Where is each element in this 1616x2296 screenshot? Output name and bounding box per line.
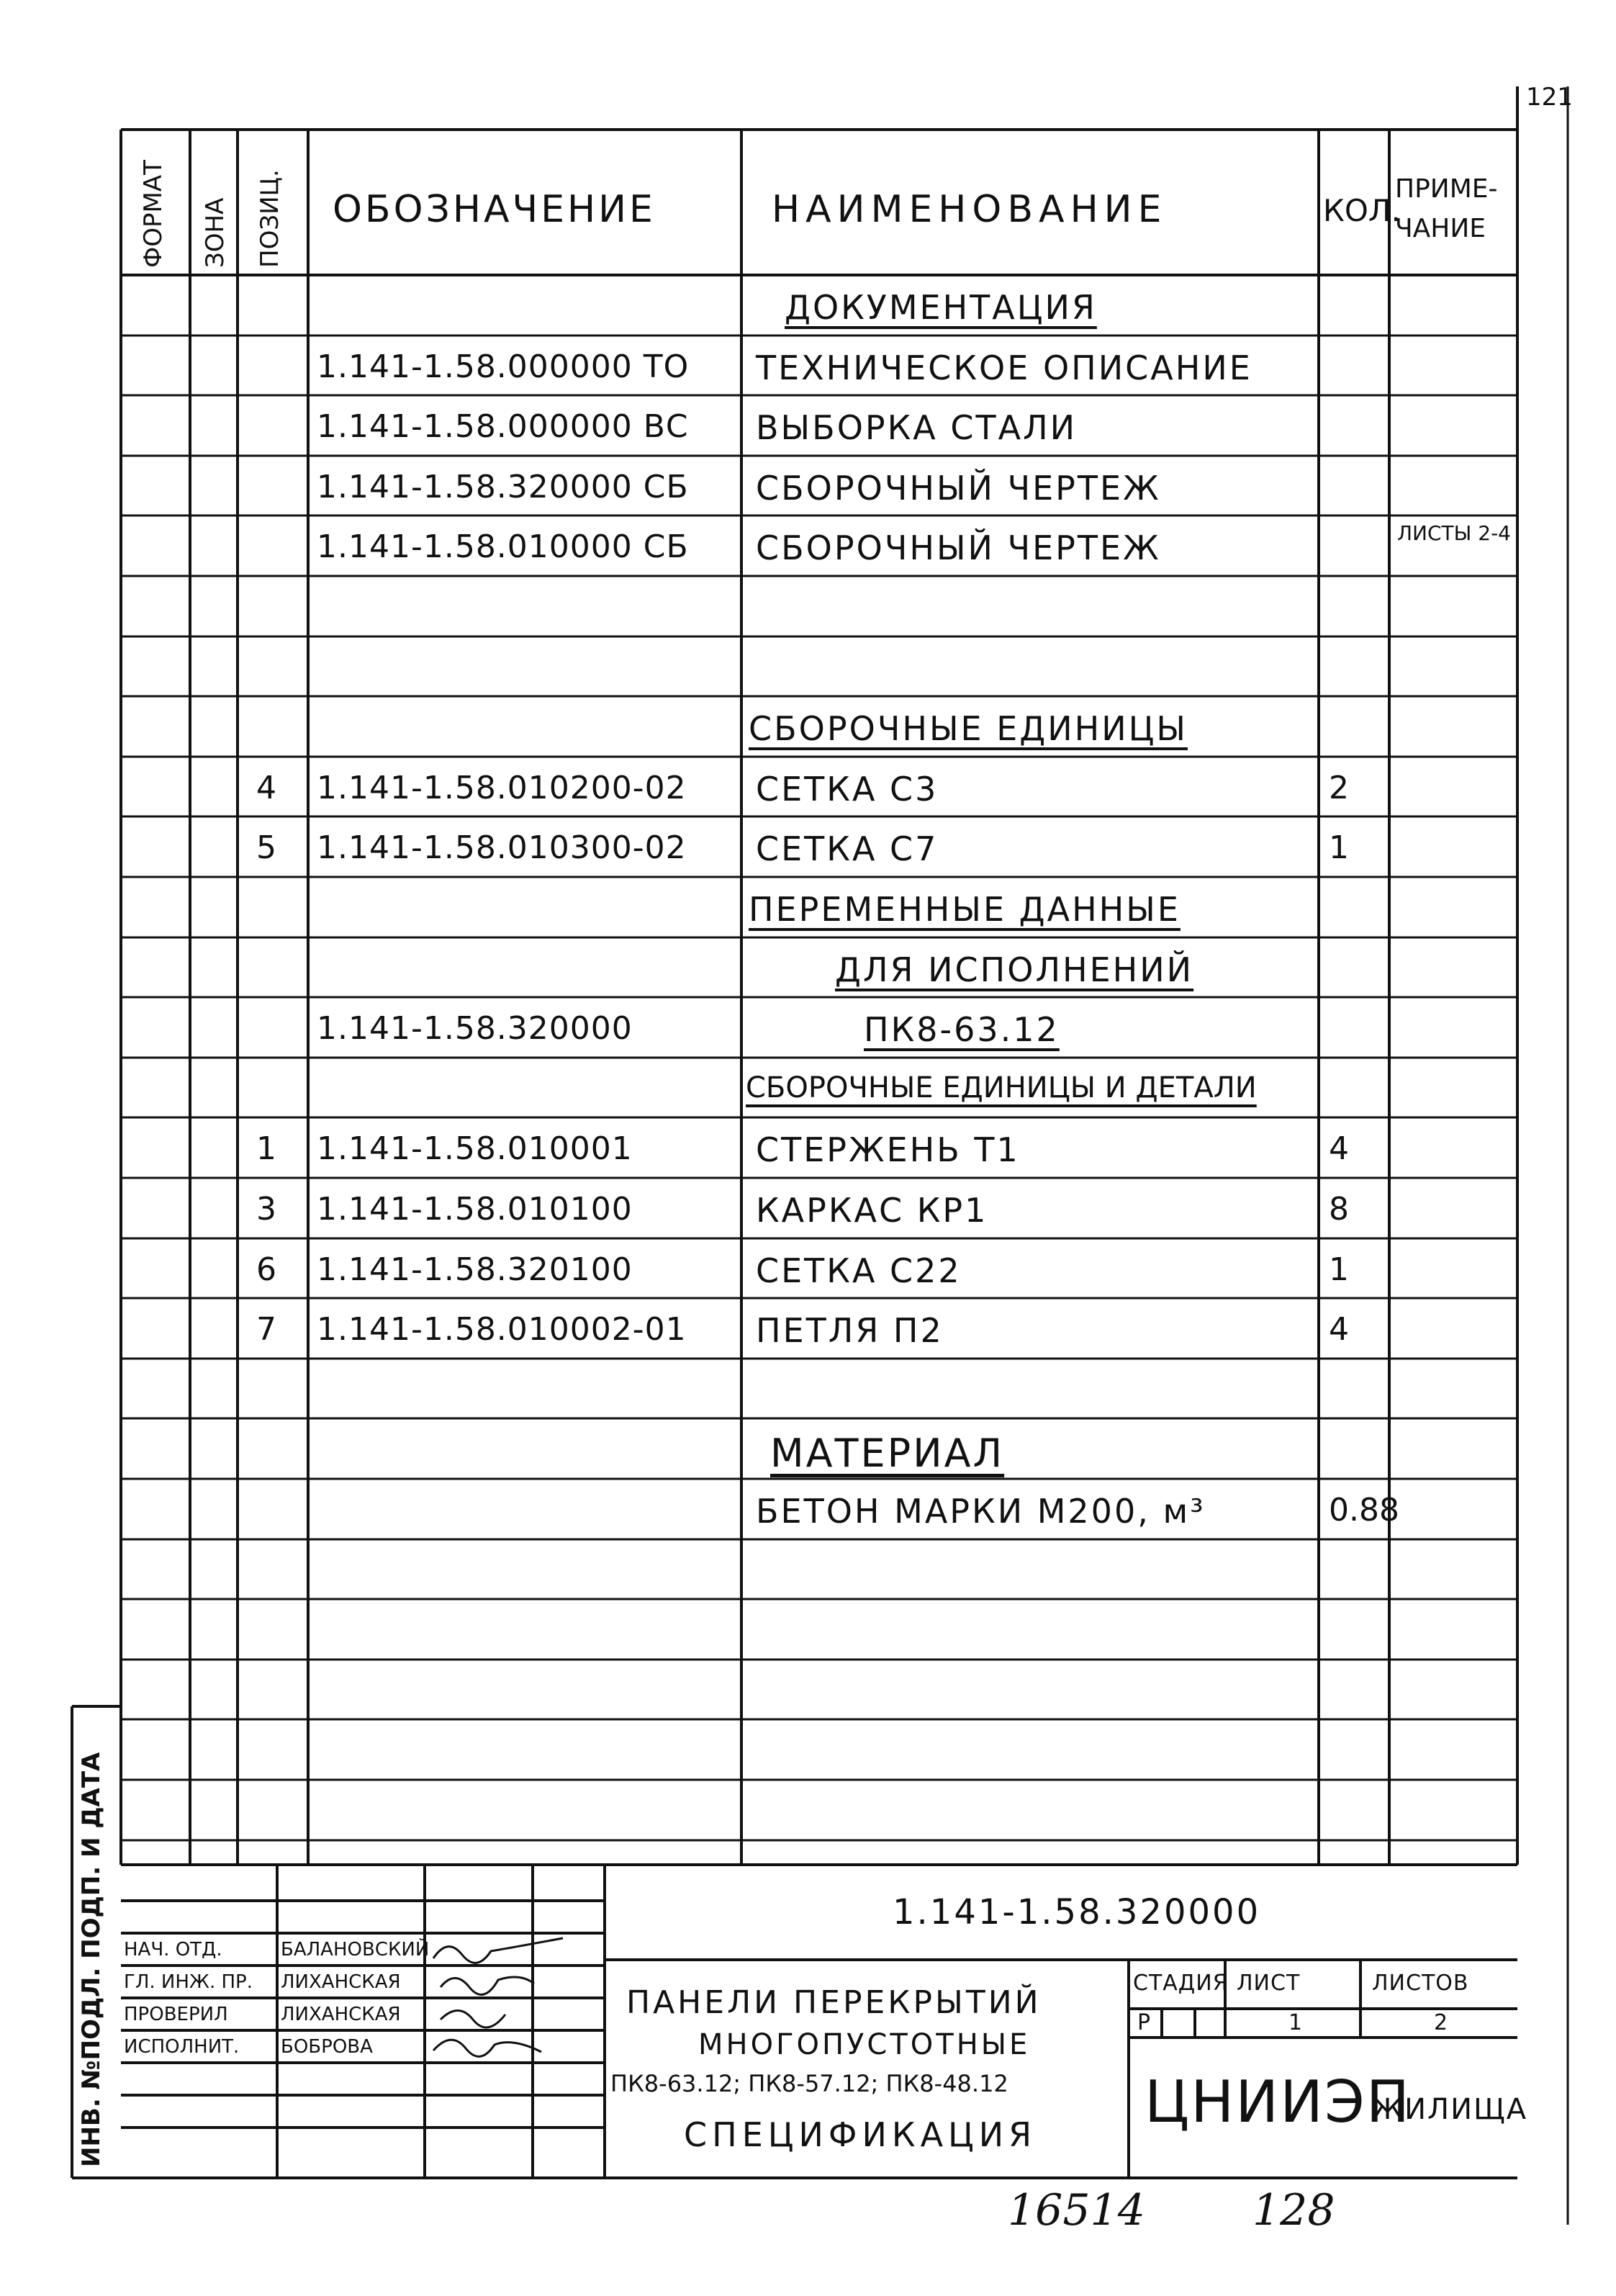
- name-executor: БОБРОВА: [281, 2036, 373, 2058]
- row-position: 5: [256, 829, 276, 866]
- row-qty: 4: [1329, 1130, 1349, 1167]
- row-name: БЕТОН МАРКИ М200, м³: [756, 1492, 1206, 1531]
- row-name: СБОРОЧНЫЙ ЧЕРТЕЖ: [756, 469, 1161, 508]
- title-line3: ПК8-63.12; ПК8-57.12; ПК8-48.12: [610, 2070, 1008, 2097]
- name-head-of-dept: БАЛАНОВСКИЙ: [281, 1939, 430, 1960]
- header-qty: КОЛ.: [1323, 193, 1401, 228]
- corner-mark: 121: [1526, 83, 1573, 112]
- header-note-line1: ПРИМЕ-: [1395, 174, 1498, 204]
- row-name: КАРКАС КР1: [756, 1191, 988, 1230]
- side-stamp: ИНВ. №ПОДЛ. ПОДП. И ДАТА: [77, 1752, 106, 2167]
- row-position: 4: [256, 770, 276, 806]
- row-designation: 1.141-1.58.000000 ВС: [317, 408, 689, 445]
- header-designation: ОБОЗНАЧЕНИЕ: [333, 188, 656, 231]
- row-qty: 1: [1329, 1251, 1349, 1288]
- row-qty: 4: [1329, 1311, 1349, 1348]
- row-designation: 1.141-1.58.010300-02: [317, 829, 687, 866]
- role-executor: ИСПОЛНИТ.: [124, 2036, 240, 2058]
- role-head-of-dept: НАЧ. ОТД.: [124, 1939, 222, 1960]
- row-qty: 0.88: [1329, 1492, 1399, 1529]
- org-small: ЖИЛИЩА: [1372, 2093, 1528, 2126]
- row-name: ВЫБОРКА СТАЛИ: [756, 408, 1078, 447]
- name-checked: ЛИХАНСКАЯ: [281, 2004, 401, 2025]
- header-note-line2: ЧАНИЕ: [1395, 214, 1486, 243]
- role-checked: ПРОВЕРИЛ: [124, 2004, 228, 2025]
- row-designation: 1.141-1.58.320000 СБ: [317, 469, 689, 505]
- row-position: 7: [256, 1311, 276, 1348]
- row-position: 3: [256, 1191, 276, 1228]
- row-name: СБОРОЧНЫЕ ЕДИНИЦЫ И ДЕТАЛИ: [746, 1071, 1257, 1104]
- handwritten-left: 16514: [1008, 2185, 1145, 2236]
- row-name: СЕТКА С7: [756, 829, 939, 868]
- row-name: ПЕРЕМЕННЫЕ ДАННЫЕ: [749, 890, 1181, 929]
- row-name: МАТЕРИАЛ: [770, 1431, 1005, 1476]
- header-format: ФОРМАТ: [139, 160, 168, 268]
- row-name: ДОКУМЕНТАЦИЯ: [785, 288, 1097, 327]
- row-name: СТЕРЖЕНЬ Т1: [756, 1130, 1020, 1169]
- doc-code: 1.141-1.58.320000: [893, 1892, 1261, 1932]
- row-designation: 1.141-1.58.010200-02: [317, 770, 687, 806]
- org-big: ЦНИИЭП: [1145, 2068, 1411, 2135]
- sheet-value: 1: [1288, 2010, 1304, 2035]
- row-name: ПК8-63.12: [864, 1010, 1060, 1049]
- sheets-label: ЛИСТОВ: [1372, 1971, 1469, 1996]
- row-name: ПЕТЛЯ П2: [756, 1311, 944, 1350]
- row-qty: 8: [1329, 1191, 1349, 1228]
- signatures: [426, 1930, 570, 2074]
- role-chief-engineer: ГЛ. ИНЖ. ПР.: [124, 1971, 253, 1993]
- header-name: НАИМЕНОВАНИЕ: [772, 188, 1168, 231]
- row-name: СЕТКА С3: [756, 770, 939, 809]
- row-designation: 1.141-1.58.010001: [317, 1130, 633, 1167]
- row-position: 1: [256, 1130, 276, 1167]
- row-qty: 1: [1329, 829, 1349, 866]
- row-name: СБОРОЧНЫЙ ЧЕРТЕЖ: [756, 528, 1161, 567]
- row-designation: 1.141-1.58.010002-01: [317, 1311, 687, 1348]
- row-position: 6: [256, 1251, 276, 1288]
- name-chief-engineer: ЛИХАНСКАЯ: [281, 1971, 401, 1993]
- stage-label: СТАДИЯ: [1133, 1971, 1229, 1996]
- stage-value: Р: [1137, 2010, 1152, 2035]
- sheet-label: ЛИСТ: [1237, 1971, 1301, 1996]
- row-name: СЕТКА С22: [756, 1251, 962, 1290]
- row-name: СБОРОЧНЫЕ ЕДИНИЦЫ: [749, 709, 1188, 748]
- title-line2: МНОГОПУСТОТНЫЕ: [698, 2028, 1031, 2061]
- row-designation: 1.141-1.58.000000 ТО: [317, 348, 690, 385]
- row-name: ДЛЯ ИСПОЛНЕНИЙ: [835, 950, 1194, 989]
- title-line4: СПЕЦИФИКАЦИЯ: [684, 2115, 1037, 2154]
- title-line1: ПАНЕЛИ ПЕРЕКРЫТИЙ: [626, 1984, 1042, 2021]
- row-name: ТЕХНИЧЕСКОЕ ОПИСАНИЕ: [756, 348, 1252, 387]
- sheets-value: 2: [1434, 2010, 1449, 2035]
- row-note: ЛИСТЫ 2-4: [1397, 521, 1511, 545]
- header-position: ПОЗИЦ.: [256, 169, 284, 268]
- header-zone: ЗОНА: [201, 197, 230, 268]
- row-designation: 1.141-1.58.320000: [317, 1010, 633, 1047]
- handwritten-right: 128: [1252, 2185, 1335, 2236]
- row-qty: 2: [1329, 770, 1349, 806]
- row-designation: 1.141-1.58.320100: [317, 1251, 633, 1288]
- row-designation: 1.141-1.58.010000 СБ: [317, 528, 689, 565]
- row-designation: 1.141-1.58.010100: [317, 1191, 633, 1228]
